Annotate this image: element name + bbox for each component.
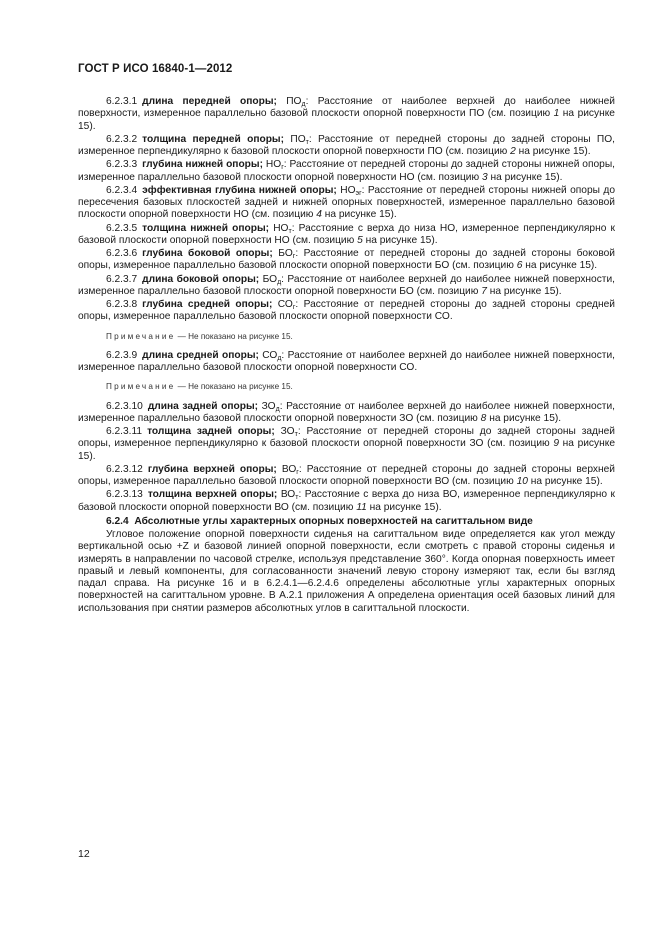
- item-definition: : Расстояние от передней стороны до задней стороны ПО, измеренное перпендикулярно к базовой плоскости опорной поверхности ПО (см. позицию: [78, 133, 615, 157]
- item-position: 5: [357, 234, 363, 246]
- section-paragraph: Угловое положение опорной поверхности сиденья на сагиттальном виде определяется как угол между вертикальной осью +Z и базовой линией опорной поверхности, если смотреть с правой стороны сиденья и измерять в направлении по часовой стрелке, используя представление 360°. Когда опорная поверхность имеет правый и левый компоненты, для согласованности значений левую сторону измеряют так, если бы взгляд падал справа. На рисунке 16 и в 6.2.4.1—6.2.4.6 определены абсолютные углы характерных опорных поверхностей на сагиттальном уровне. В А.2.1 приложения А определена ориентация осей базовых линий для использования при снятии размеров абсолютных углов в сагиттальной плоскости.: [78, 529, 615, 614]
- document-header: ГОСТ Р ИСО 16840-1—2012: [78, 63, 233, 75]
- definition-item: [78, 299, 615, 324]
- item-sub: д: [275, 405, 280, 413]
- item-term: глубина средней опоры;: [142, 299, 273, 310]
- item-number: 6.2.3.3: [106, 159, 138, 171]
- item-number: 6.2.3.4: [106, 184, 138, 196]
- item-term: длина боковой опоры;: [142, 273, 260, 285]
- item-abbr: БО: [278, 248, 293, 259]
- item-tail: на рисунке 15).: [365, 234, 438, 246]
- item-term: длина средней опоры;: [142, 349, 259, 361]
- item-position: 11: [356, 501, 367, 513]
- note: [78, 381, 615, 393]
- item-number: 6.2.3.5: [106, 222, 138, 234]
- definition-item: [78, 401, 615, 426]
- item-tail: на рисунке 15).: [489, 285, 562, 297]
- item-position: 10: [516, 476, 528, 487]
- item-abbr: СО: [277, 299, 293, 310]
- item-term: глубина нижней опоры;: [142, 159, 263, 171]
- item-definition: : Расстояние от передней стороны до задней стороны нижней опоры, измеренное параллельно базовой плоскости опорной поверхности НО (см. позицию: [78, 159, 615, 183]
- item-abbr: НО: [265, 159, 282, 171]
- item-sub: т: [294, 431, 298, 438]
- item-tail: на рисунке 15).: [369, 501, 442, 513]
- item-position: 6: [516, 260, 523, 272]
- item-term: глубина боковой опоры;: [142, 248, 273, 259]
- item-definition: : Расстояние с верха до низа ВО, измеренное перпендикулярно к базовой плоскости опорной поверхности ВО (см. позицию: [78, 489, 615, 513]
- item-tail: на рисунке 15).: [518, 146, 591, 157]
- item-tail: на рисунке 15).: [78, 438, 615, 462]
- definition-item: [78, 489, 615, 514]
- item-tail: на рисунке 15).: [489, 412, 562, 424]
- item-position: 3: [482, 171, 488, 183]
- item-sub: д: [277, 354, 282, 362]
- item-sub: д: [301, 101, 306, 108]
- note-text: — Не показано на рисунке 15.: [175, 331, 293, 341]
- item-definition: : Расстояние с верха до низа НО, измеренное перпендикулярно к базовой плоскости опорной поверхности НО (см. позицию: [78, 222, 615, 246]
- item-abbr: СО: [262, 349, 278, 361]
- definition-item: [78, 350, 615, 375]
- definition-item: [78, 134, 615, 159]
- note: [78, 331, 615, 343]
- item-position: 9: [553, 438, 559, 450]
- page-number: 12: [78, 848, 90, 860]
- item-definition: : Расстояние от передней стороны нижней опоры до пересечения базовых плоскостей задней и нижней опорных поверхностей, измеренное параллельно базовой плоскости опорной поверхности НО (см. позицию: [78, 184, 615, 221]
- item-position: 1: [553, 108, 560, 120]
- definitions-list: [78, 96, 615, 514]
- definition-item: [78, 223, 615, 248]
- item-position: 8: [480, 412, 487, 424]
- item-number: 6.2.3.8: [106, 299, 138, 310]
- definition-item: [78, 159, 615, 184]
- item-sub: т: [295, 494, 299, 502]
- section-heading: [78, 516, 615, 528]
- section-title: Абсолютные углы характерных опорных поверхностей на сагиттальном виде: [134, 515, 533, 527]
- definition-item: [78, 96, 615, 133]
- item-definition: : Расстояние от передней стороны до задней стороны задней опоры, измеренное перпендикулярно к базовой плоскости опорной поверхности ЗО (см. позицию: [78, 426, 615, 450]
- item-term: толщина задней опоры;: [147, 426, 275, 437]
- item-sub: эг: [355, 189, 362, 197]
- item-tail: на рисунке 15).: [525, 260, 598, 272]
- item-definition: : Расстояние от передней стороны до задней стороны средней опоры, измеренное параллельно базовой плоскости опорной поверхности СО.: [78, 299, 615, 323]
- definition-item: [78, 464, 615, 489]
- item-term: глубина верхней опоры;: [147, 463, 277, 475]
- item-number: 6.2.3.1: [106, 96, 138, 107]
- item-sub: т: [305, 138, 309, 146]
- item-abbr: НО: [340, 184, 356, 196]
- item-definition: : Расстояние от наиболее верхней до наиболее нижней поверхности, измеренное параллельно базовой плоскости опорной поверхности ПО (см. позицию: [78, 96, 615, 120]
- item-position: 4: [316, 209, 322, 221]
- item-abbr: ПО: [286, 96, 302, 107]
- definition-item: [78, 274, 615, 299]
- item-sub: г: [281, 164, 284, 172]
- document-body: [78, 96, 615, 615]
- item-term: длина задней опоры;: [147, 400, 259, 412]
- definition-item: [78, 248, 615, 273]
- item-abbr: ВО: [281, 463, 297, 475]
- item-term: толщина верхней опоры;: [147, 489, 278, 501]
- item-sub: г: [292, 304, 296, 311]
- item-number: 6.2.3.2: [106, 133, 138, 145]
- item-definition: : Расстояние от передней стороны до задней стороны верхней опоры, измеренное параллельно базовой плоскости опорной поверхности ВО (см. позицию: [78, 463, 615, 487]
- item-term: эффективная глубина нижней опоры;: [142, 184, 337, 196]
- item-definition: : Расстояние от наиболее верхней до наиболее нижней поверхности, измеренное параллельно базовой плоскости опорной поверхности БО (см. позицию: [78, 273, 615, 297]
- section-number: 6.2.4: [106, 515, 129, 527]
- item-term: длина передней опоры;: [142, 96, 277, 107]
- definition-item: [78, 185, 615, 222]
- item-number: 6.2.3.7: [106, 273, 138, 285]
- item-number: 6.2.3.6: [106, 248, 138, 259]
- item-term: толщина передней опоры;: [142, 133, 285, 145]
- definition-item: [78, 426, 615, 463]
- item-sub: д: [277, 278, 282, 286]
- item-definition: : Расстояние от передней стороны до задней стороны боковой опоры, измеренное параллельно базовой плоскости опорной поверхности БО (см. позицию: [78, 248, 615, 272]
- item-position: 2: [510, 146, 516, 157]
- item-definition: : Расстояние от наиболее верхней до наиболее нижней поверхности, измеренное параллельно базовой плоскости опорной поверхности СО.: [78, 349, 615, 373]
- item-sub: г: [292, 253, 296, 260]
- item-number: 6.2.3.10: [106, 400, 143, 412]
- item-number: 6.2.3.9: [106, 349, 138, 361]
- item-tail: на рисунке 15).: [490, 171, 563, 183]
- item-abbr: БО: [262, 273, 278, 285]
- item-abbr: НО: [273, 222, 289, 234]
- item-definition: : Расстояние от наиболее верхней до наиболее нижней поверхности, измеренное параллельно базовой плоскости опорной поверхности ЗО (см. позицию: [78, 400, 615, 424]
- item-tail: на рисунке 15).: [530, 476, 603, 487]
- item-sub: г: [296, 468, 299, 476]
- item-abbr: ЗО: [280, 426, 295, 437]
- item-abbr: ЗО: [261, 400, 276, 412]
- item-abbr: ВО: [280, 489, 296, 501]
- note-label: Примечание: [106, 331, 176, 341]
- item-number: 6.2.3.12: [106, 463, 143, 475]
- item-number: 6.2.3.11: [106, 426, 143, 437]
- item-sub: т: [288, 227, 292, 235]
- note-label: Примечание: [106, 382, 176, 392]
- item-term: толщина нижней опоры;: [142, 222, 270, 234]
- item-tail: на рисунке 15).: [324, 209, 397, 221]
- item-abbr: ПО: [290, 133, 306, 145]
- note-text: — Не показано на рисунке 15.: [175, 382, 293, 392]
- item-position: 7: [481, 285, 487, 297]
- item-number: 6.2.3.13: [106, 489, 143, 501]
- item-tail: на рисунке 15).: [78, 108, 615, 132]
